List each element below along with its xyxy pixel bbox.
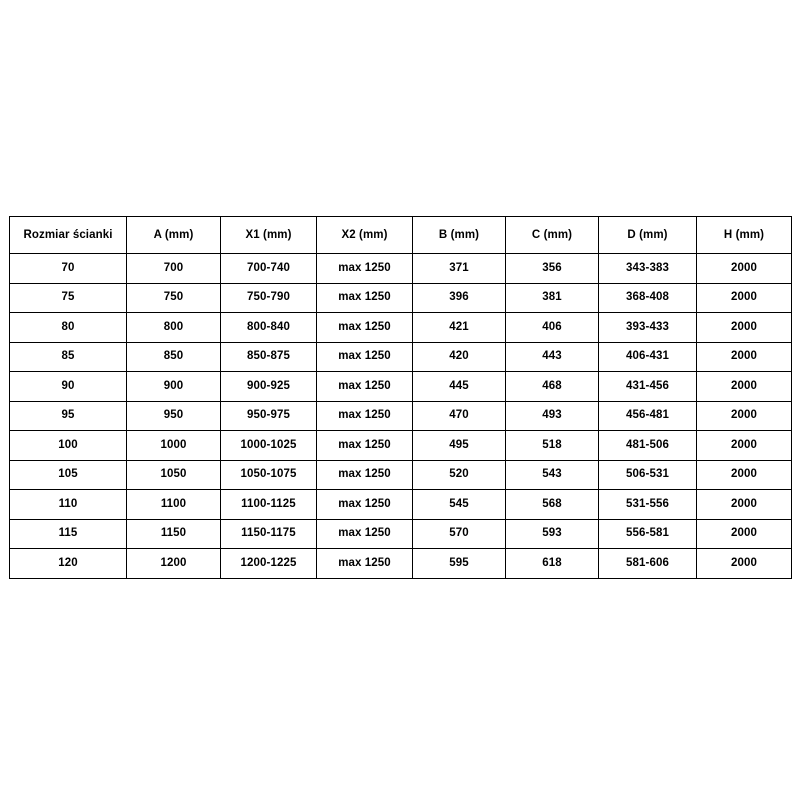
cell-rozmiar: 70 [10,254,127,284]
table-row [10,460,792,490]
cell-x1: 700-740 [221,254,317,284]
cell-d: 343-383 [599,254,697,284]
cell-x1: 950-975 [221,401,317,431]
cell-a: 850 [127,342,221,372]
cell-c: 443 [506,342,599,372]
cell-x1: 1150-1175 [221,519,317,549]
cell-h: 2000 [697,401,792,431]
column-header-x2: X2 (mm) [317,217,413,254]
cell-b: 520 [413,460,506,490]
cell-x2: max 1250 [317,372,413,402]
cell-h: 2000 [697,254,792,284]
cell-b: 445 [413,372,506,402]
cell-b: 495 [413,431,506,461]
cell-x2: max 1250 [317,549,413,579]
cell-x2: max 1250 [317,342,413,372]
cell-x2: max 1250 [317,490,413,520]
cell-c: 593 [506,519,599,549]
cell-c: 493 [506,401,599,431]
table-row [10,519,792,549]
cell-d: 506-531 [599,460,697,490]
cell-d: 581-606 [599,549,697,579]
cell-x1: 900-925 [221,372,317,402]
cell-a: 1150 [127,519,221,549]
cell-d: 393-433 [599,313,697,343]
cell-rozmiar: 85 [10,342,127,372]
cell-c: 381 [506,283,599,313]
cell-c: 356 [506,254,599,284]
column-header-rozmiar-scianki: Rozmiar ścianki [10,217,127,254]
cell-rozmiar: 120 [10,549,127,579]
cell-d: 406-431 [599,342,697,372]
specification-table [9,216,792,579]
cell-a: 900 [127,372,221,402]
cell-b: 371 [413,254,506,284]
cell-rozmiar: 75 [10,283,127,313]
cell-x1: 750-790 [221,283,317,313]
column-header-x1: X1 (mm) [221,217,317,254]
cell-rozmiar: 110 [10,490,127,520]
cell-b: 570 [413,519,506,549]
cell-c: 568 [506,490,599,520]
cell-rozmiar: 100 [10,431,127,461]
cell-x1: 850-875 [221,342,317,372]
cell-d: 368-408 [599,283,697,313]
cell-rozmiar: 90 [10,372,127,402]
cell-h: 2000 [697,342,792,372]
cell-x2: max 1250 [317,519,413,549]
cell-d: 531-556 [599,490,697,520]
cell-h: 2000 [697,283,792,313]
cell-x1: 1100-1125 [221,490,317,520]
cell-d: 556-581 [599,519,697,549]
cell-x1: 1050-1075 [221,460,317,490]
table-row [10,490,792,520]
cell-x1: 1200-1225 [221,549,317,579]
cell-b: 545 [413,490,506,520]
cell-x2: max 1250 [317,431,413,461]
cell-b: 470 [413,401,506,431]
table-row [10,401,792,431]
cell-h: 2000 [697,313,792,343]
cell-x1: 800-840 [221,313,317,343]
column-header-d: D (mm) [599,217,697,254]
cell-c: 468 [506,372,599,402]
column-header-h: H (mm) [697,217,792,254]
cell-a: 950 [127,401,221,431]
cell-d: 481-506 [599,431,697,461]
cell-h: 2000 [697,372,792,402]
cell-a: 800 [127,313,221,343]
cell-a: 1100 [127,490,221,520]
table-row [10,549,792,579]
cell-a: 1200 [127,549,221,579]
specification-table-container [9,216,791,579]
table-row [10,254,792,284]
cell-rozmiar: 95 [10,401,127,431]
table-header-row [10,217,792,254]
cell-h: 2000 [697,519,792,549]
cell-a: 750 [127,283,221,313]
cell-h: 2000 [697,431,792,461]
cell-a: 1050 [127,460,221,490]
cell-b: 396 [413,283,506,313]
cell-c: 406 [506,313,599,343]
cell-x2: max 1250 [317,283,413,313]
column-header-c: C (mm) [506,217,599,254]
cell-x2: max 1250 [317,460,413,490]
table-row [10,372,792,402]
column-header-a: A (mm) [127,217,221,254]
cell-b: 420 [413,342,506,372]
cell-d: 456-481 [599,401,697,431]
cell-x2: max 1250 [317,401,413,431]
cell-rozmiar: 115 [10,519,127,549]
table-row [10,313,792,343]
cell-c: 518 [506,431,599,461]
cell-x2: max 1250 [317,254,413,284]
cell-rozmiar: 80 [10,313,127,343]
cell-b: 595 [413,549,506,579]
cell-a: 700 [127,254,221,284]
cell-c: 543 [506,460,599,490]
table-row [10,283,792,313]
cell-x1: 1000-1025 [221,431,317,461]
cell-c: 618 [506,549,599,579]
table-row [10,342,792,372]
cell-h: 2000 [697,490,792,520]
cell-x2: max 1250 [317,313,413,343]
cell-b: 421 [413,313,506,343]
cell-d: 431-456 [599,372,697,402]
cell-a: 1000 [127,431,221,461]
table-body [10,254,792,579]
cell-rozmiar: 105 [10,460,127,490]
table-header [10,217,792,254]
column-header-b: B (mm) [413,217,506,254]
cell-h: 2000 [697,549,792,579]
table-row [10,431,792,461]
cell-h: 2000 [697,460,792,490]
